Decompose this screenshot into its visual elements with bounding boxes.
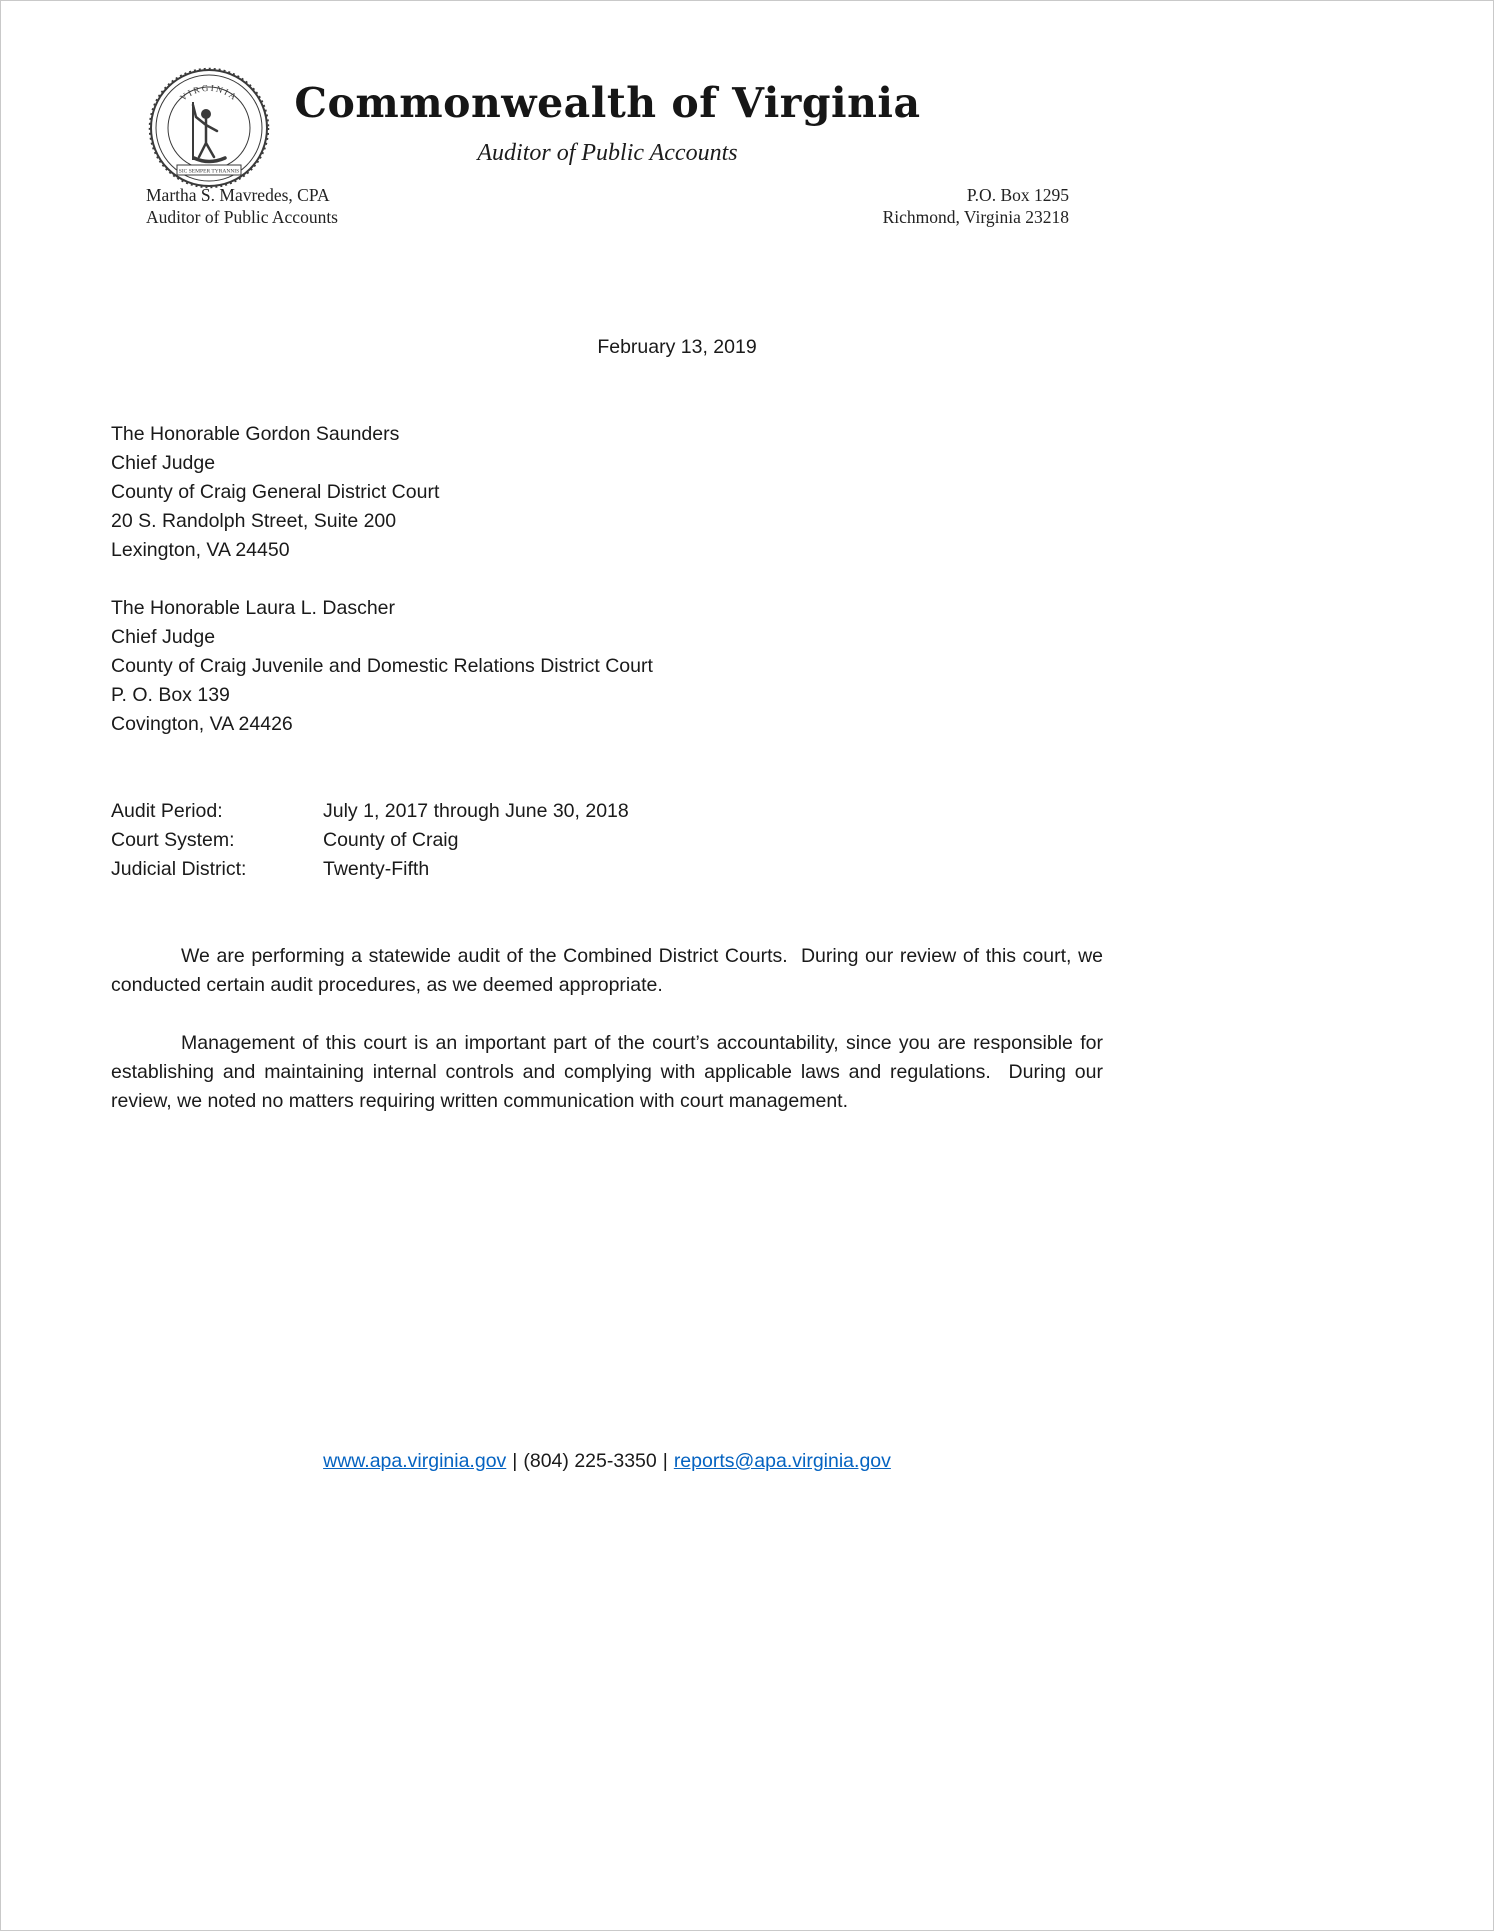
recipient-line: County of Craig Juvenile and Domestic Relations District Court xyxy=(111,655,653,677)
recipient-block-1 xyxy=(111,420,1103,565)
detail-value: July 1, 2017 through June 30, 2018 xyxy=(323,800,629,822)
letterhead xyxy=(146,63,1069,245)
recipient-line: County of Craig General District Court xyxy=(111,481,440,503)
detail-label: Court System: xyxy=(111,829,235,851)
address-line-1: P.O. Box 1295 xyxy=(966,185,1069,205)
page-footer xyxy=(111,1447,1103,1476)
official-title: Auditor of Public Accounts xyxy=(146,207,338,227)
office-address-block xyxy=(883,184,1069,228)
detail-label: Judicial District: xyxy=(111,858,247,880)
recipient-line: 20 S. Randolph Street, Suite 200 xyxy=(111,510,397,532)
svg-text:SIC SEMPER TYRANNIS: SIC SEMPER TYRANNIS xyxy=(178,168,240,175)
recipient-line: The Honorable Laura L. Dascher xyxy=(111,597,395,619)
letter-paragraphs xyxy=(111,942,1109,1116)
footer-separator: | xyxy=(662,1450,668,1472)
recipient-line: Chief Judge xyxy=(111,626,216,648)
letter-date: February 13, 2019 xyxy=(597,336,757,358)
recipient-line: The Honorable Gordon Saunders xyxy=(111,423,400,445)
phone-number: (804) 225-3350 xyxy=(523,1450,657,1472)
email-link[interactable]: reports@apa.virginia.gov xyxy=(673,1450,891,1472)
recipient-block-2 xyxy=(111,594,1103,739)
detail-row-judicial-district xyxy=(111,855,1103,884)
detail-row-audit-period xyxy=(111,797,1103,826)
footer-separator: | xyxy=(512,1450,518,1472)
paragraph: Management of this court is an important part of the court’s accountability, since you are responsible for establishing and maintaining internal controls and complying with applicable laws and regulations. During our review, we noted no matters requiring written communication with court management. xyxy=(111,1032,1109,1112)
letterhead-info-row xyxy=(146,184,1069,228)
paragraph: We are performing a statewide audit of the Combined District Courts. During our review of this court, we conducted certain audit procedures, as we deemed appropriate. xyxy=(111,945,1109,996)
recipient-line: Covington, VA 24426 xyxy=(111,713,293,735)
virginia-seal-icon xyxy=(148,67,270,189)
official-block xyxy=(146,184,338,228)
detail-label: Audit Period: xyxy=(111,800,223,822)
svg-text:VIRGINIA: VIRGINIA xyxy=(178,82,240,103)
detail-value: County of Craig xyxy=(323,829,459,851)
address-line-2: Richmond, Virginia 23218 xyxy=(882,207,1069,227)
recipient-line: Chief Judge xyxy=(111,452,216,474)
audit-details xyxy=(111,797,1103,884)
website-link[interactable]: www.apa.virginia.gov xyxy=(323,1450,507,1472)
recipient-line: Lexington, VA 24450 xyxy=(111,539,290,561)
detail-value: Twenty-Fifth xyxy=(323,858,430,880)
org-title: Commonwealth of Virginia xyxy=(294,79,921,127)
letter-body xyxy=(1,333,1493,1116)
org-subtitle: Auditor of Public Accounts xyxy=(477,140,738,166)
recipient-line: P. O. Box 139 xyxy=(111,684,230,706)
official-name: Martha S. Mavredes, CPA xyxy=(146,185,330,205)
detail-row-court-system xyxy=(111,826,1103,855)
